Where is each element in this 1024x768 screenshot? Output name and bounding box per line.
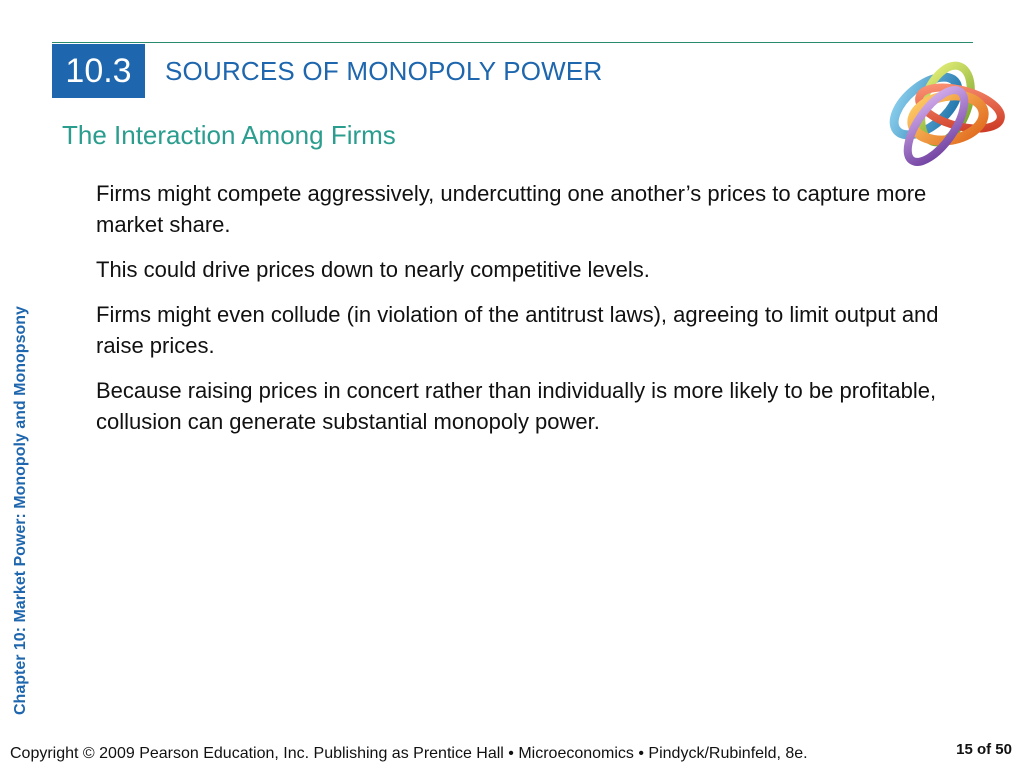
footer-copyright: Copyright © 2009 Pearson Education, Inc. Publishing as Prentice Hall • Microeconomics • Pindyck/Rubinfeld, 8e. — [10, 745, 808, 762]
interlocking-rings-logo-icon — [876, 46, 1014, 174]
body-paragraph: Firms might compete aggressively, undercutting one another’s prices to capture more market share. — [96, 181, 927, 237]
page-number: 15 of 50 — [956, 741, 1012, 758]
section-title: SOURCES OF MONOPOLY POWER — [165, 56, 603, 86]
slide-subtitle: The Interaction Among Firms — [62, 120, 396, 150]
body-paragraph: Because raising prices in concert rather than individually is more likely to be profitable, collusion can generate substantial monopoly power. — [96, 378, 937, 434]
chapter-sidebar-label: Chapter 10: Market Power: Monopoly and Monopsony — [12, 306, 29, 715]
body-text — [96, 178, 966, 451]
header-rule — [52, 42, 973, 43]
section-number-badge: 10.3 — [52, 44, 145, 98]
body-paragraph: Firms might even collude (in violation of the antitrust laws), agreeing to limit output and raise prices. — [96, 302, 939, 358]
body-paragraph: This could drive prices down to nearly competitive levels. — [96, 257, 650, 282]
